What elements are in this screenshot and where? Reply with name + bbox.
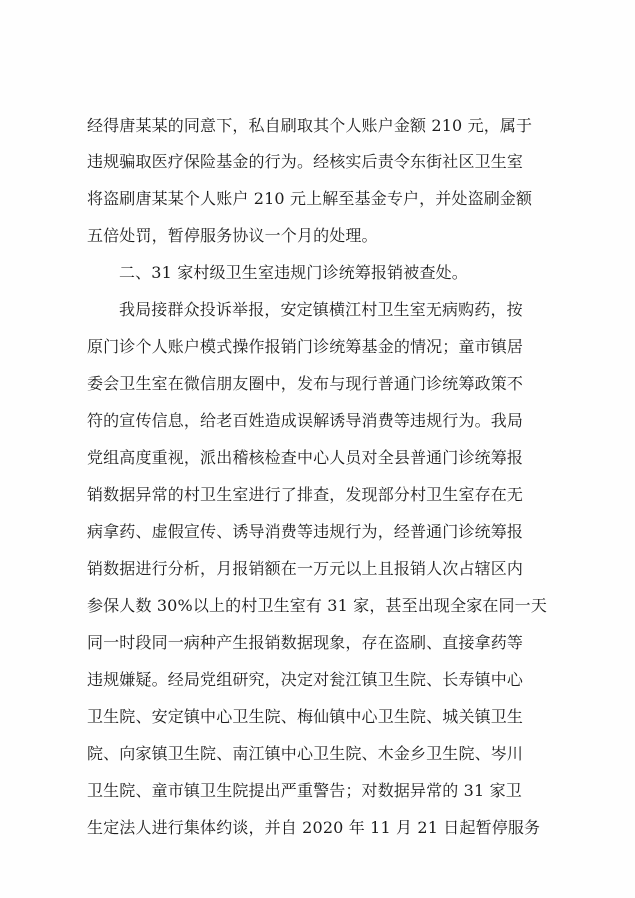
text-line: 销数据进行分析，月报销额在一万元以上且报销人次占辖区内: [87, 559, 524, 578]
text-line: 卫生院、童市镇卫生院提出严重警告；对数据异常的 31 家卫: [87, 781, 522, 800]
text-line: 党组高度重视，派出稽核检查中心人员对全县普通门诊统筹报: [87, 448, 524, 467]
text-line: 生定法人进行集体约谈，并自 2020 年 11 月 21 日起暂停服务: [87, 818, 541, 837]
text-line: 原门诊个人账户模式操作报销门诊统筹基金的情况；童市镇居: [87, 337, 524, 356]
text-line: 委会卫生室在微信朋友圈中，发布与现行普通门诊统筹政策不: [87, 374, 524, 393]
text-line: 卫生院、安定镇中心卫生院、梅仙镇中心卫生院、城关镇卫生: [87, 707, 524, 726]
text-line: 违规骗取医疗保险基金的行为。经核实后责令东街社区卫生室: [87, 152, 524, 171]
text-line: 符的宣传信息，给老百姓造成误解诱导消费等违规行为。我局: [87, 411, 524, 430]
section-heading: 二、31 家村级卫生室违规门诊统筹报销被查处。: [119, 263, 468, 282]
text-line: 院、向家镇卫生院、南江镇中心卫生院、木金乡卫生院、岑川: [87, 744, 524, 763]
text-line: 五倍处罚，暂停服务协议一个月的处理。: [87, 226, 378, 245]
text-line: 病拿药、虚假宣传、诱导消费等违规行为，经普通门诊统筹报: [87, 522, 524, 541]
text-line: 销数据异常的村卫生室进行了排查，发现部分村卫生室存在无: [87, 485, 524, 504]
text-line: 经得唐某某的同意下，私自刷取其个人账户金额 210 元，属于: [87, 116, 533, 135]
paragraph-start-line: 我局接群众投诉举报，安定镇横江村卫生室无病购药，按: [119, 300, 523, 319]
text-line: 将盗刷唐某某个人账户 210 元上解至基金专户，并处盗刷金额: [87, 189, 533, 208]
text-line: 参保人数 30%以上的村卫生室有 31 家，甚至出现全家在同一天: [87, 596, 547, 615]
text-line: 违规嫌疑。经局党组研究，决定对瓮江镇卫生院、长寿镇中心: [87, 670, 524, 689]
text-line: 同一时段同一病种产生报销数据现象，存在盗刷、直接拿药等: [87, 633, 524, 652]
